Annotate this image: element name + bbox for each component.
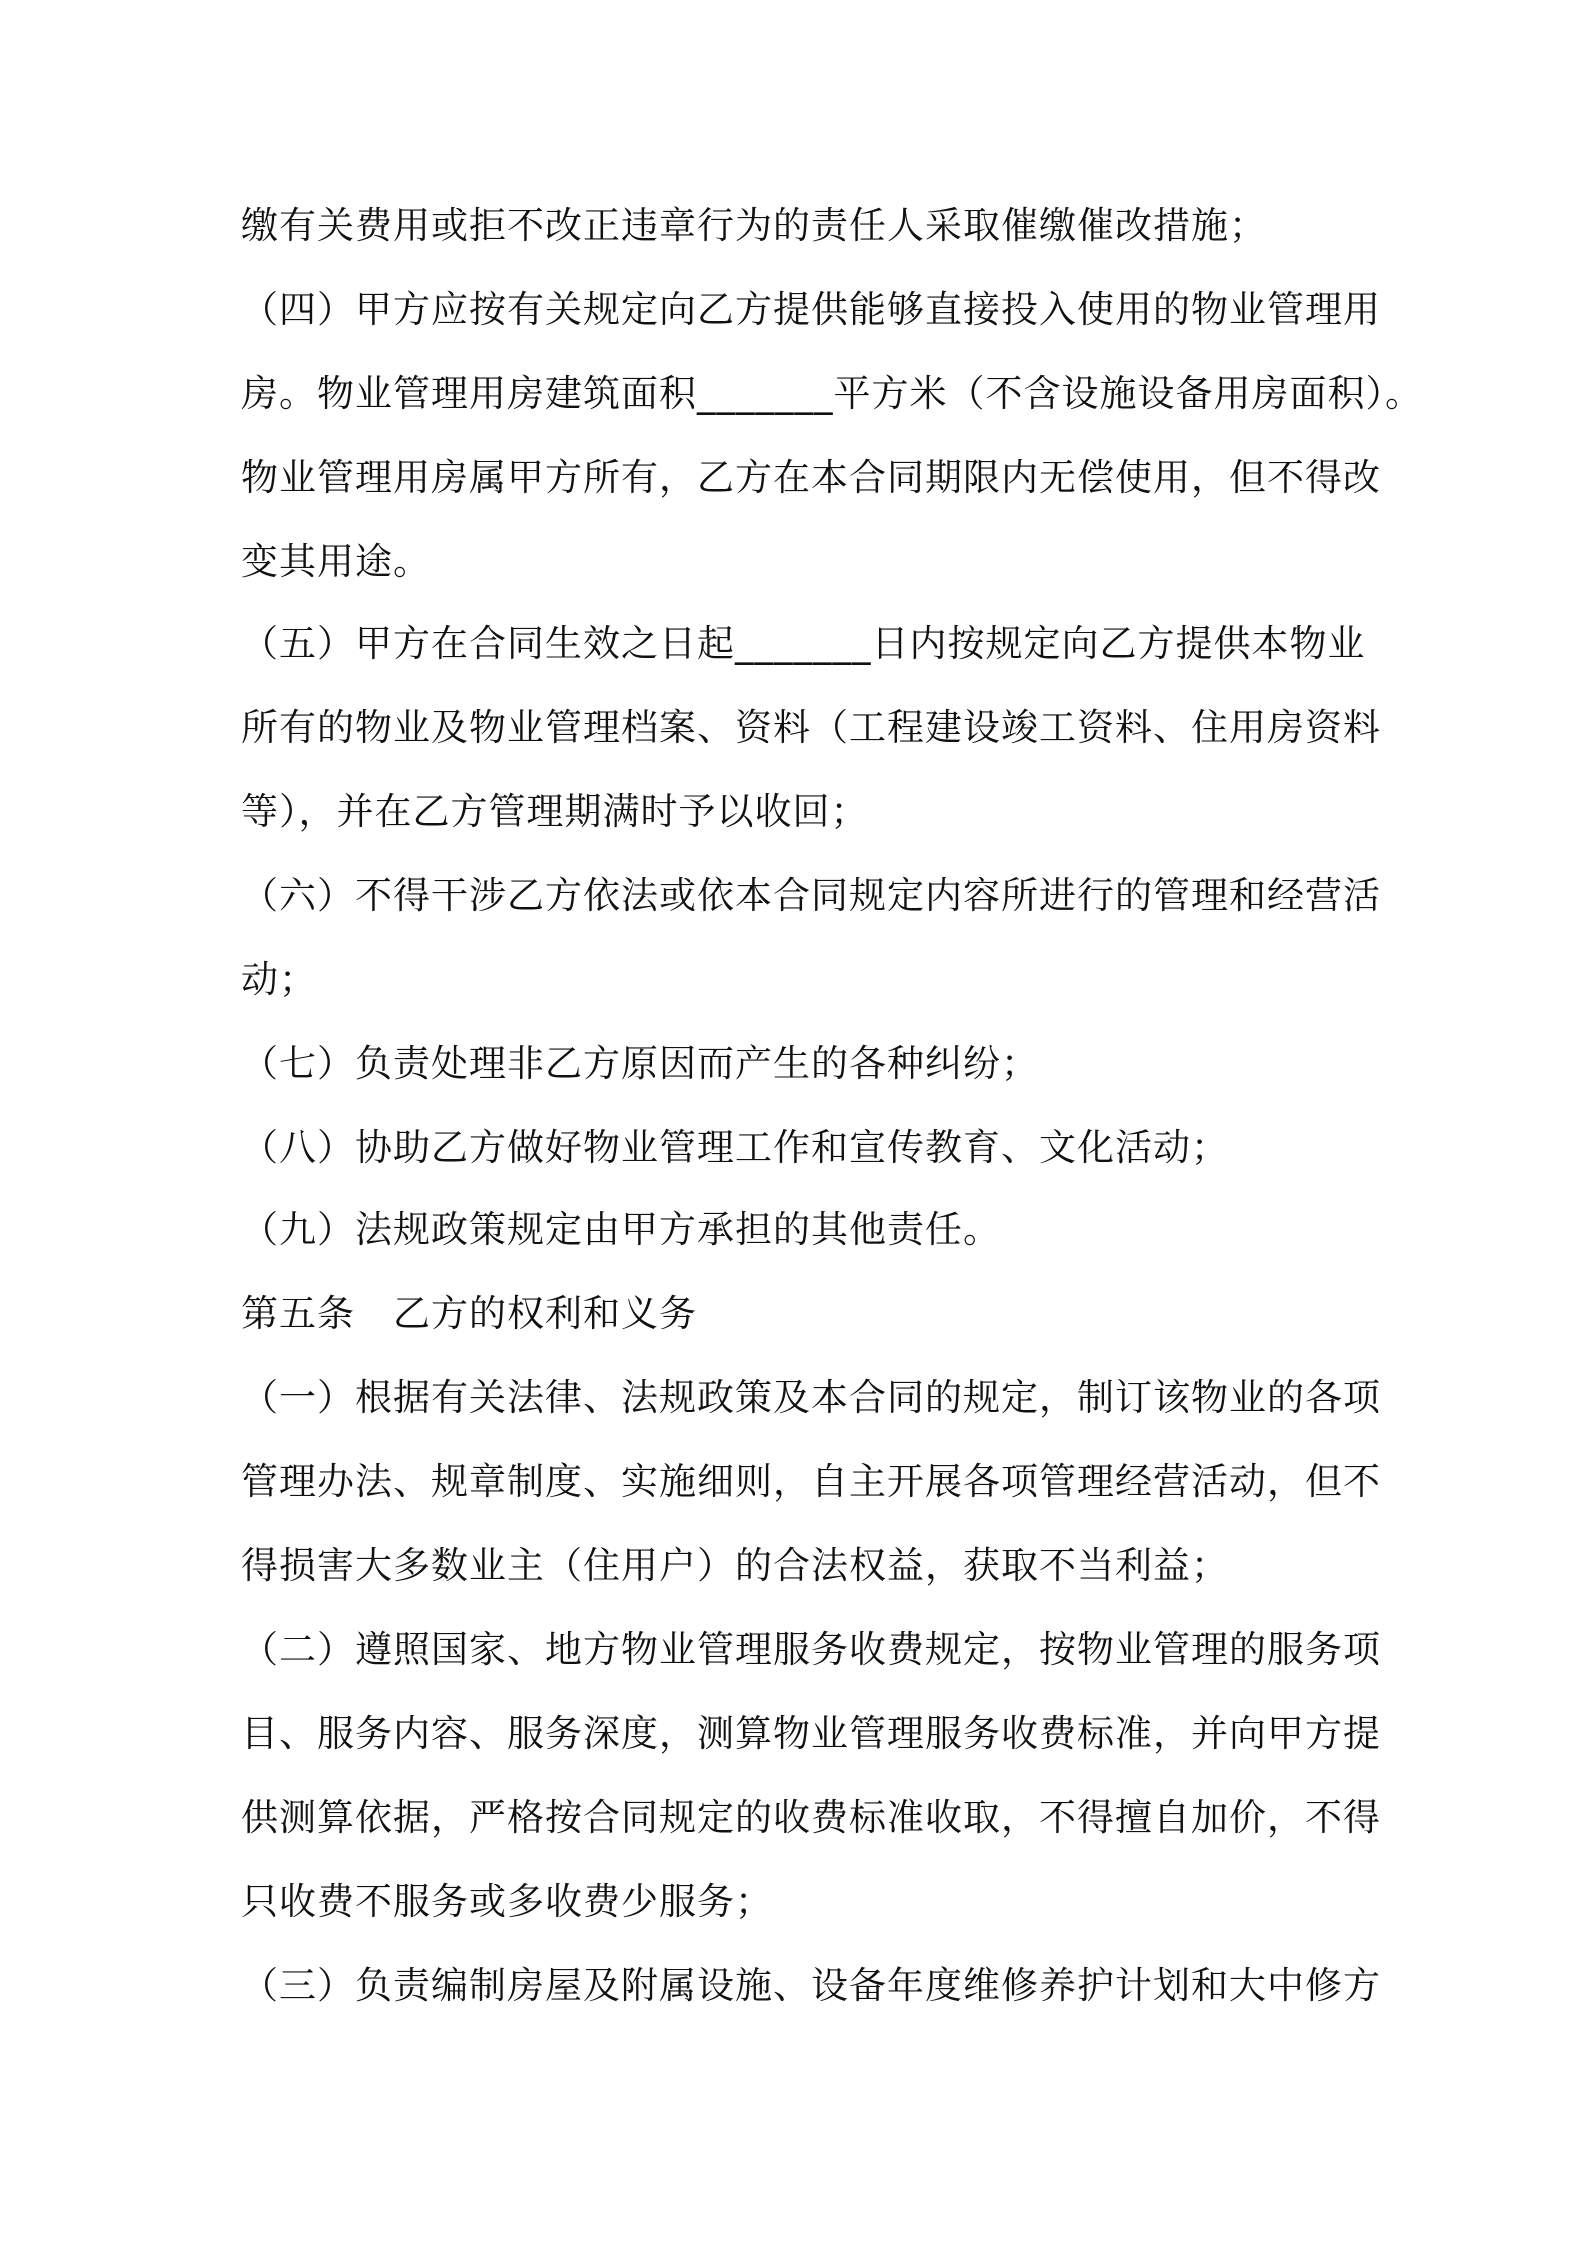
text-line: 物业管理用房属甲方所有，乙方在本合同期限内无偿使用，但不得改 [241, 456, 1381, 499]
text-line: （八）协助乙方做好物业管理工作和宣传教育、文化活动； [241, 1126, 1229, 1169]
text-line: 房。物业管理用房建筑面积_______平方米（不含设施设备用房面积）。 [241, 372, 1423, 415]
text-line: 缴有关费用或拒不改正违章行为的责任人采取催缴催改措施； [241, 204, 1267, 247]
text-line: （四）甲方应按有关规定向乙方提供能够直接投入使用的物业管理用 [241, 288, 1381, 331]
text-line: 等），并在乙方管理期满时予以收回； [241, 790, 869, 833]
text-line: 只收费不服务或多收费少服务； [241, 1880, 773, 1923]
text-line: （三）负责编制房屋及附属设施、设备年度维修养护计划和大中修方 [241, 1964, 1381, 2007]
text-line: （六）不得干涉乙方依法或依本合同规定内容所进行的管理和经营活 [241, 874, 1381, 917]
text-line: （一）根据有关法律、法规政策及本合同的规定，制订该物业的各项 [241, 1376, 1381, 1419]
text-line: 所有的物业及物业管理档案、资料（工程建设竣工资料、住用房资料 [241, 706, 1381, 749]
text-line: 目、服务内容、服务深度，测算物业管理服务收费标准，并向甲方提 [241, 1712, 1381, 1755]
text-line: 供测算依据，严格按合同规定的收费标准收取，不得擅自加价，不得 [241, 1796, 1381, 1839]
text-line: （五）甲方在合同生效之日起_______日内按规定向乙方提供本物业 [241, 622, 1366, 665]
text-line: 得损害大多数业主（住用户）的合法权益，获取不当利益； [241, 1544, 1229, 1587]
text-line: （九）法规政策规定由甲方承担的其他责任。 [241, 1208, 1001, 1251]
text-line: 动； [241, 958, 317, 1001]
section-heading: 第五条 乙方的权利和义务 [241, 1292, 697, 1335]
text-line: （七）负责处理非乙方原因而产生的各种纠纷； [241, 1042, 1039, 1085]
text-line: （二）遵照国家、地方物业管理服务收费规定，按物业管理的服务项 [241, 1628, 1381, 1671]
text-line: 管理办法、规章制度、实施细则，自主开展各项管理经营活动，但不 [241, 1460, 1381, 1503]
text-line: 变其用途。 [241, 540, 431, 583]
